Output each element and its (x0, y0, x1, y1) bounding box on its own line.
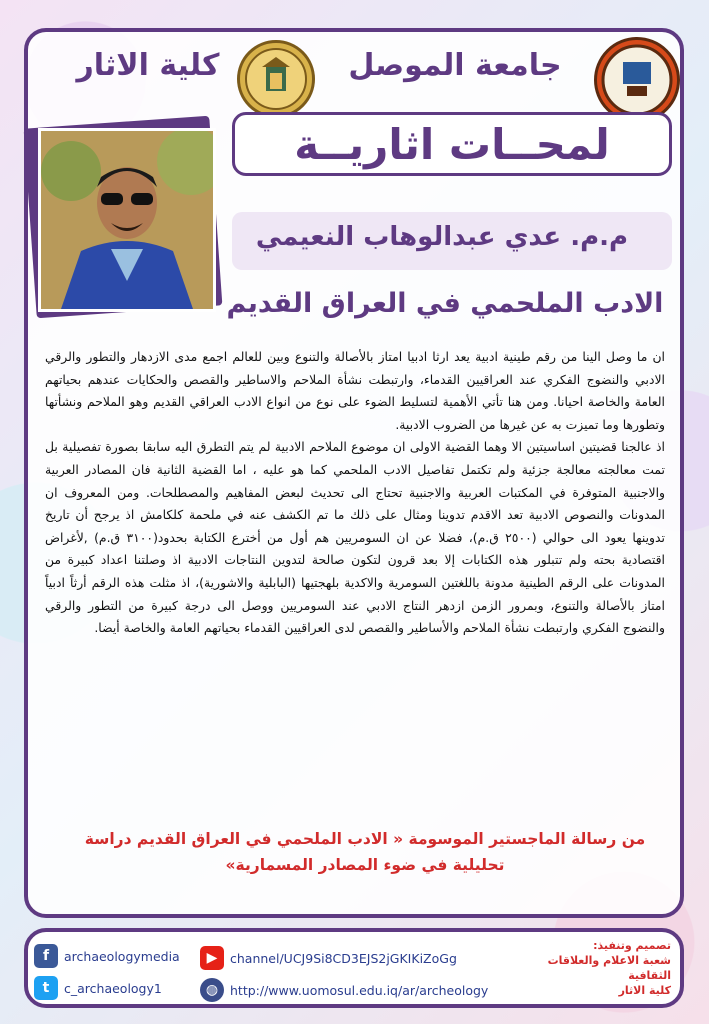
twitter-row[interactable] (34, 976, 162, 1000)
article-title: الادب الملحمي في العراق القديم (226, 288, 664, 319)
author-name: م.م. عدي عبدالوهاب النعيمي (255, 222, 629, 252)
website-row[interactable] (200, 978, 488, 1002)
thesis-quote: من رسالة الماجستير الموسومة « الادب الملحمي في العراق القديم دراسة تحليلية في ضوء المصادر المسمارية» (84, 830, 646, 874)
credits-line-1: شعبة الاعلام والعلاقات الثقافية (547, 954, 671, 982)
facebook-link[interactable]: archaeologymedia (64, 948, 180, 964)
facebook-icon: f (34, 944, 58, 968)
website-link[interactable]: http://www.uomosul.edu.iq/ar/archeology (230, 982, 489, 998)
paragraph-2: اذ عالجنا قضيتين اساسيتين الا وهما القضية الاولى ان موضوع الملاحم الادبية لم يتم التطرق اليه سابقا بصورة تفصيلية بل تمت معالجته معالجة جزئية ولم تكتمل تفاصيل الادب الملحمي كما هو عليه ، اما القضية الثانية فان المصادر العربية والاجنبية المتوفرة في المكتبات العربية والاجنبية تحتاج الى تحديث لبعض المفاهيم والمصطلحات. ومن المعروف ان المدونات والنصوص الادبية تعد الاقدم تدوينا ومثال على ذلك ما تم الكشف عنه في ملحمة كلكامش اذ يرجح أن تاريخ تدوينها يعود الى حوالي (٢٥٠٠ ق.م)، فضلا عن ان السومريين هم أول من أخترع الكتابة بحدود(٣١٠٠ ق.م) ,لأغراض اقتصادية بحته ولم تتبلور هذه الكتابات إلا بعد قرون لتكون صالحة لتدوين النتاجات الادبية اذ وصلتنا اعداد كبيرة من المدونات على الرقم الطينية مدونة باللغتين السومرية والاكدية بلهجتيها (البابلية والاشورية)، اذ مثلت هذه الرقم أرثاً ادبياً امتاز بالأصالة والتنوع، وبمرور الزمن ازدهر النتاج الادبي عند السومريين ووصل الى درجة كبيرة من التطور والرقي والنضوج الفكري وارتبطت نشأة الملاحم والأساطير والقصص لدى العراقيين القدماء بحياتهم العامة والخاصة أيضا. (45, 439, 665, 636)
credits-line-2: كلية الاثار (618, 984, 671, 997)
university-seal-icon (597, 40, 677, 120)
credits (501, 938, 671, 998)
facebook-row[interactable] (34, 944, 180, 968)
youtube-icon: ▶ (200, 946, 224, 970)
college-logo (237, 40, 315, 118)
globe-icon: ◍ (200, 978, 224, 1002)
twitter-icon: t (34, 976, 58, 1000)
paragraph-1: ان ما وصل الينا من رقم طينية ادبية يعد ارثا ادبيا امتاز بالأصالة والتنوع وبين للعالم اجمع مدى الازدهار والتطور والرقي الادبي والنضوج الفكري عند العراقيين القدماء، وارتبطت نشأة الملاحم والاساطير والقصص والحكايات عندهم بحياتهم العامة والخاصة احيانا. ومن هنا تأتي الأهمية لتسليط الضوء على نوع من انواع الادب العراقي القديم وهو الملاحم ونشأتها وتطورها وما تميزت به عن غيرها من الضروب الادبية. (45, 349, 665, 432)
series-title: لمحــات اثاريــة (294, 120, 610, 169)
university-logo (594, 37, 680, 123)
author-photo (38, 128, 216, 312)
credits-heading: تصميم وتنفيذ: (593, 939, 671, 952)
twitter-link[interactable]: c_archaeology1 (64, 980, 162, 996)
college-name: كلية الاثار (76, 48, 220, 83)
college-seal-icon (240, 43, 312, 115)
youtube-row[interactable] (200, 946, 457, 970)
author-portrait-icon (41, 131, 213, 309)
youtube-link[interactable]: channel/UCJ9Si8CD3EJS2jGKIKiZoGg (230, 950, 457, 966)
article-body (45, 346, 665, 640)
university-name: جامعة الموصل (348, 48, 562, 83)
